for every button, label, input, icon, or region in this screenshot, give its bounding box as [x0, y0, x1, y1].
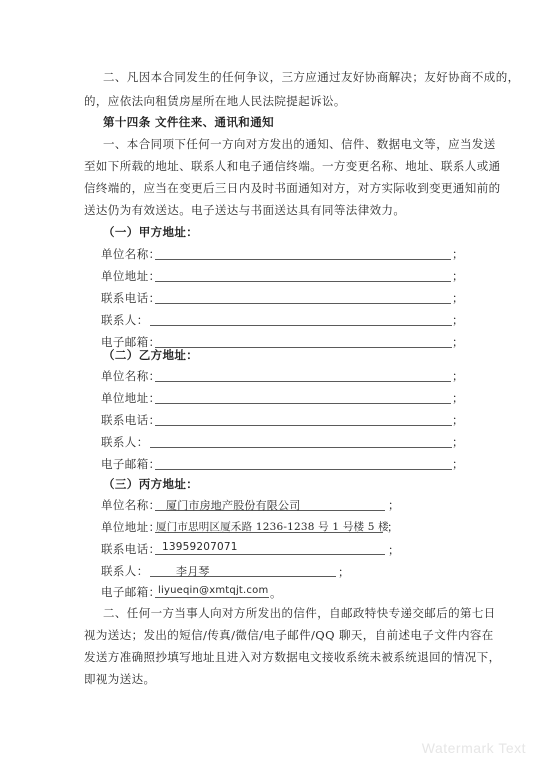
- party-b-contact-row: [101, 434, 149, 450]
- party-c-name-row: [101, 497, 161, 513]
- field-label: 联系人：: [101, 435, 149, 449]
- field-label: 联系电话：: [101, 542, 161, 556]
- field-semicolon: ；: [452, 335, 464, 349]
- field-label: 电子邮箱：: [101, 585, 161, 599]
- party-a-heading: （一）甲方地址：: [103, 225, 199, 239]
- field-label: 联系电话：: [101, 413, 161, 427]
- field-semicolon: ；: [452, 291, 464, 305]
- article-14-p1-line-3: 信终端的，应当在变更后三日内及时书面通知对方，对方实际收到变更通知前的: [84, 181, 501, 195]
- dispute-clause-line-2: 的，应依法向租赁房屋所在地人民法院提起诉讼。: [84, 94, 346, 108]
- field-label: 联系人：: [101, 313, 149, 327]
- party-c-contact-value: 李月琴: [176, 565, 210, 578]
- field-label: 电子邮箱：: [101, 335, 161, 349]
- field-label: 单位地址：: [101, 520, 161, 534]
- party-c-heading: （三）丙方地址：: [103, 477, 199, 491]
- field-label: 联系电话：: [101, 291, 161, 305]
- party-c-address-value: 厦门市思明区厦禾路 1236-1238 号 1 号楼 5 楼: [156, 521, 389, 533]
- closing-line-3: 发送方准确照抄填写地址且进入对方数据电文接收系统未被系统退回的情况下，: [84, 650, 501, 664]
- party-c-email-row: [101, 584, 161, 600]
- closing-line-1: 二、任何一方当事人向对方所发出的信件，自邮政特快专递交邮后的第七日: [103, 606, 496, 620]
- party-c-phone-row: [101, 541, 161, 557]
- party-a-phone-row: [101, 290, 161, 306]
- party-b-email-field[interactable]: [155, 455, 452, 470]
- article-14-p1-line-1: 一、本合同项下任何一方向对方发出的通知、信件、数据电文等，应当发送: [103, 137, 496, 151]
- field-semicolon: ；: [452, 435, 464, 449]
- party-c-name-value: 厦门市房地产股份有限公司: [166, 499, 301, 512]
- field-semicolon: ；: [452, 247, 464, 261]
- field-label: 联系人：: [101, 564, 149, 578]
- field-semicolon: ；: [388, 543, 400, 557]
- party-b-phone-field[interactable]: [155, 411, 452, 426]
- party-a-address-row: [101, 268, 161, 284]
- party-b-address-row: [101, 390, 161, 406]
- field-semicolon: ；: [452, 413, 464, 427]
- dispute-clause-line-1: 二、凡因本合同发生的任何争议，三方应通过友好协商解决；友好协商不成的，: [103, 70, 520, 84]
- party-b-name-field[interactable]: [155, 367, 451, 382]
- field-semicolon: ；: [452, 369, 464, 383]
- article-14-title: 第十四条 文件往来、通讯和通知: [103, 115, 275, 129]
- article-14-p1-line-4: 送达仍为有效送达。电子送达与书面送达具有同等法律效力。: [84, 203, 406, 217]
- party-b-phone-row: [101, 412, 161, 428]
- field-label: 单位名称：: [101, 498, 161, 512]
- field-label: 单位名称：: [101, 369, 161, 383]
- field-semicolon: ；: [338, 565, 350, 579]
- field-semicolon: ；: [452, 391, 464, 405]
- field-label: 单位名称：: [101, 247, 161, 261]
- party-c-contact-row: [101, 563, 149, 579]
- field-semicolon: ；: [452, 313, 464, 327]
- party-b-email-row: [101, 456, 161, 472]
- closing-line-2: 视为送达；发出的短信/传真/微信/电子邮件/QQ 聊天，自前述电子文件内容在: [84, 628, 494, 642]
- field-label: 单位地址：: [101, 391, 161, 405]
- party-a-phone-field[interactable]: [155, 289, 451, 304]
- party-a-name-field[interactable]: [155, 245, 451, 260]
- party-c-email-value: liyueqin@xmtqjt.com: [158, 585, 269, 596]
- field-label: 电子邮箱：: [101, 457, 161, 471]
- field-period: 。: [270, 586, 282, 600]
- field-semicolon: ；: [388, 498, 400, 512]
- field-label: 单位地址：: [101, 269, 161, 283]
- field-semicolon: ；: [452, 269, 464, 283]
- party-c-phone-value: 13959207071: [162, 541, 238, 553]
- party-a-email-field[interactable]: [155, 333, 452, 348]
- party-b-address-field[interactable]: [155, 389, 451, 404]
- article-14-p1-line-2: 至如下所载的地址、联系人和电子通信终端。一方变更名称、地址、联系人或通: [84, 159, 501, 173]
- closing-line-4: 即视为送达。: [84, 672, 156, 686]
- party-a-contact-row: [101, 312, 149, 328]
- watermark-text: Watermark Text: [421, 740, 526, 756]
- party-a-contact-field[interactable]: [150, 311, 452, 326]
- party-b-contact-field[interactable]: [150, 433, 452, 448]
- field-semicolon: ；: [387, 520, 399, 534]
- party-b-name-row: [101, 368, 161, 384]
- party-c-address-row: [101, 519, 161, 535]
- party-a-name-row: [101, 246, 161, 262]
- party-b-heading: （二）乙方地址：: [103, 348, 199, 362]
- party-a-address-field[interactable]: [155, 267, 451, 282]
- field-semicolon: ；: [452, 457, 464, 471]
